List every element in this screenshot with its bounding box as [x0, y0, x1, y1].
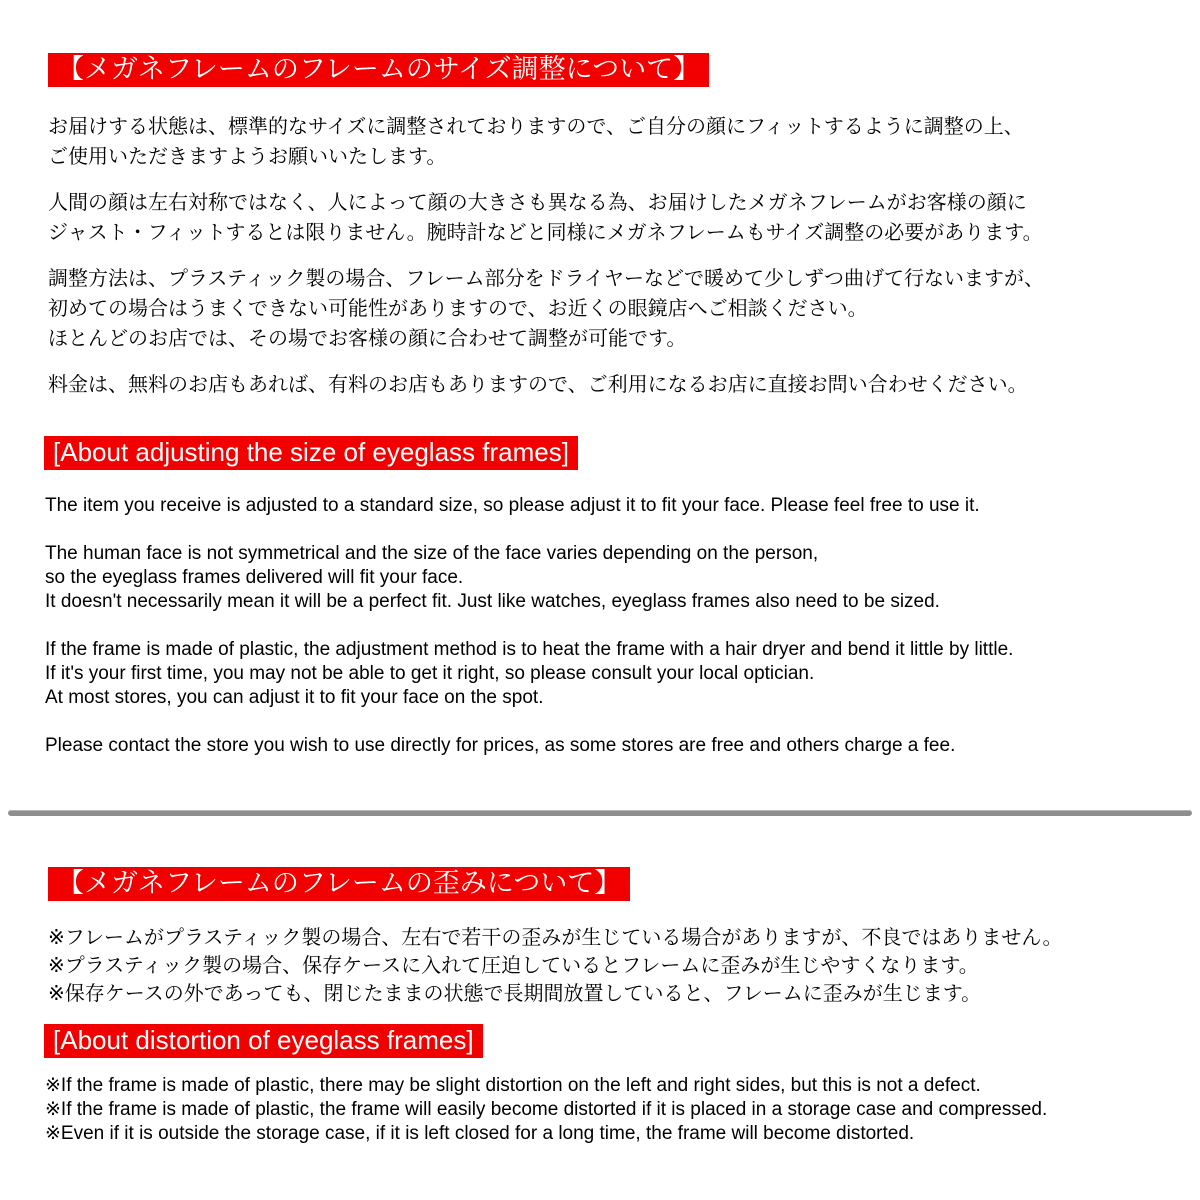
- text-line: If the frame is made of plastic, the adjustment method is to heat the frame with a hair dryer and bend it little by little.: [45, 639, 1014, 660]
- text-line: The human face is not symmetrical and the size of the face varies depending on the person,: [45, 543, 819, 564]
- text-line: It doesn't necessarily mean it will be a perfect fit. Just like watches, eyeglass frames also need to be sized.: [45, 591, 940, 612]
- paragraph: [48, 370, 1160, 400]
- body-distortion-en: [45, 1074, 1160, 1146]
- text-line: 調整方法は、プラスティック製の場合、フレーム部分をドライヤーなどで暖めて少しずつ曲げて行ないますが、: [48, 268, 1044, 290]
- bullet-list: [48, 924, 1160, 1008]
- text-line: At most stores, you can adjust it to fit your face on the spot.: [45, 687, 544, 708]
- body-size-adjustment-en: [45, 494, 1160, 758]
- text-line: If it's your first time, you may not be able to get it right, so please consult your local optician.: [45, 663, 815, 684]
- text-line: ほとんどのお店では、その場でお客様の顔に合わせて調整が可能です。: [48, 328, 687, 350]
- text-line: ジャスト・フィットするとは限りません。腕時計などと同様にメガネフレームもサイズ調整の必要があります。: [48, 222, 1043, 244]
- bullet-line: ※Even if it is outside the storage case, if it is left closed for a long time, the frame will become distorted.: [45, 1123, 915, 1144]
- bullet-line: ※If the frame is made of plastic, there may be slight distortion on the left and right sides, but this is not a defect.: [45, 1075, 981, 1096]
- text-line: Please contact the store you wish to use directly for prices, as some stores are free and others charge a fee.: [45, 735, 956, 756]
- heading-distortion-en: [About distortion of eyeglass frames]: [44, 1024, 483, 1058]
- text-line: お届けする状態は、標準的なサイズに調整されておりますので、ご自分の顔にフィットするように調整の上、: [48, 116, 1024, 138]
- heading-row-distortion-jp: [48, 867, 1160, 901]
- text-line: 人間の顔は左右対称ではなく、人によって顔の大きさも異なる為、お届けしたメガネフレームがお客様の顔に: [48, 192, 1027, 214]
- body-size-adjustment-jp: [48, 112, 1160, 400]
- paragraph: [45, 542, 1160, 614]
- text-line: 初めての場合はうまくできない可能性がありますので、お近くの眼鏡店へご相談ください。: [48, 298, 868, 320]
- bullet-line: ※If the frame is made of plastic, the frame will easily become distorted if it is placed in a storage case and compressed.: [45, 1099, 1048, 1120]
- bullet-list: [45, 1074, 1160, 1146]
- paragraph: [45, 734, 1160, 758]
- text-line: ご使用いただきますようお願いいたします。: [48, 146, 447, 168]
- text-line: 料金は、無料のお店もあれば、有料のお店もありますので、ご利用になるお店に直接お問い合わせください。: [48, 374, 1028, 396]
- heading-row-size-adjustment-jp: [48, 53, 1160, 87]
- paragraph: [45, 638, 1160, 710]
- paragraph: [48, 188, 1160, 248]
- body-distortion-jp: [48, 924, 1160, 1008]
- bullet-line: ※プラスティック製の場合、保存ケースに入れて圧迫しているとフレームに歪みが生じやすくなります。: [48, 955, 979, 977]
- bullet-line: ※保存ケースの外であっても、閉じたままの状態で長期間放置していると、フレームに歪みが生じます。: [48, 983, 982, 1005]
- text-line: The item you receive is adjusted to a standard size, so please adjust it to fit your face. Please feel free to use it.: [45, 495, 980, 516]
- paragraph: [48, 112, 1160, 172]
- heading-size-adjustment-jp: 【メガネフレームのフレームのサイズ調整について】: [48, 53, 709, 87]
- heading-row-distortion-en: [44, 1024, 1160, 1058]
- text-line: so the eyeglass frames delivered will fit your face.: [45, 567, 464, 588]
- paragraph: [48, 264, 1160, 354]
- paragraph: [45, 494, 1160, 518]
- heading-size-adjustment-en: [About adjusting the size of eyeglass frames]: [44, 436, 578, 470]
- section-divider: [8, 810, 1192, 816]
- heading-row-size-adjustment-en: [44, 436, 1160, 470]
- bullet-line: ※フレームがプラスティック製の場合、左右で若干の歪みが生じている場合がありますが、不良ではありません。: [48, 927, 1063, 949]
- heading-distortion-jp: 【メガネフレームのフレームの歪みについて】: [48, 867, 630, 901]
